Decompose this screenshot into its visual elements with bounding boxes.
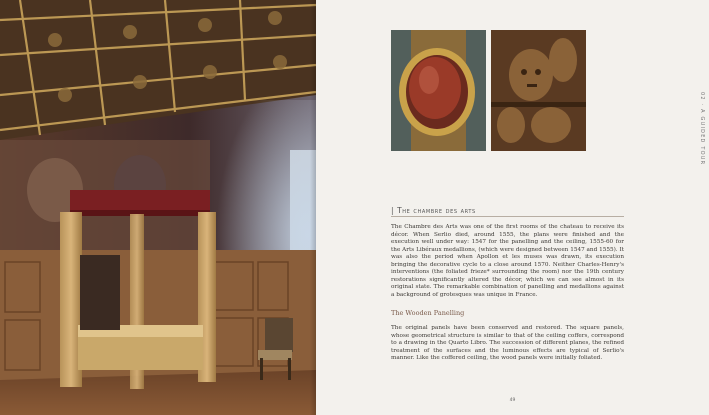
section-title: | The chambre des arts <box>391 206 476 215</box>
text-page <box>316 0 709 415</box>
intro-paragraph: The Chambre des Arts was one of the first rooms of the chateau to receive its décor. When Serlio died, around 1555, the plans were finished and the execution well under way: 1547 for the panelling and the ceiling, 1555-60 for the Arts Libéraux medallions, (which were designed between 1547 and 1555). It was also the period when Apollon et les muses was drawn, its execution bringing the decorative cycle to a close around 1570. Neither Charles-Henry's interventions (the foliated frieze* surrounding the room) nor the 19th century restorations significantly altered the décor, which we can see almost in its original state. The remarkable combination of panelling and medallions against a background of grotesques was unique in France. <box>391 224 624 298</box>
running-head: 02 · A GUIDED TOUR <box>699 92 705 166</box>
carved-panel-detail-photo <box>491 30 586 151</box>
room-photograph <box>0 0 316 415</box>
page-number: 49 <box>509 398 516 403</box>
section-divider <box>391 216 624 217</box>
panelling-paragraph: The original panels have been conserved and restored. The square panels, whose geometrical structure is similar to that of the ceiling coffers, correspond to a drawing in the Quarto Libro. The succession of different planes, the refined treatment of the surfaces and the luminous effects are typical of Serlio's manner. Like the coffered ceiling, the wood panels were initially foliated. <box>391 325 624 362</box>
medallion-detail-photo <box>391 30 486 151</box>
subsection-heading: The Wooden Panelling <box>391 309 465 317</box>
